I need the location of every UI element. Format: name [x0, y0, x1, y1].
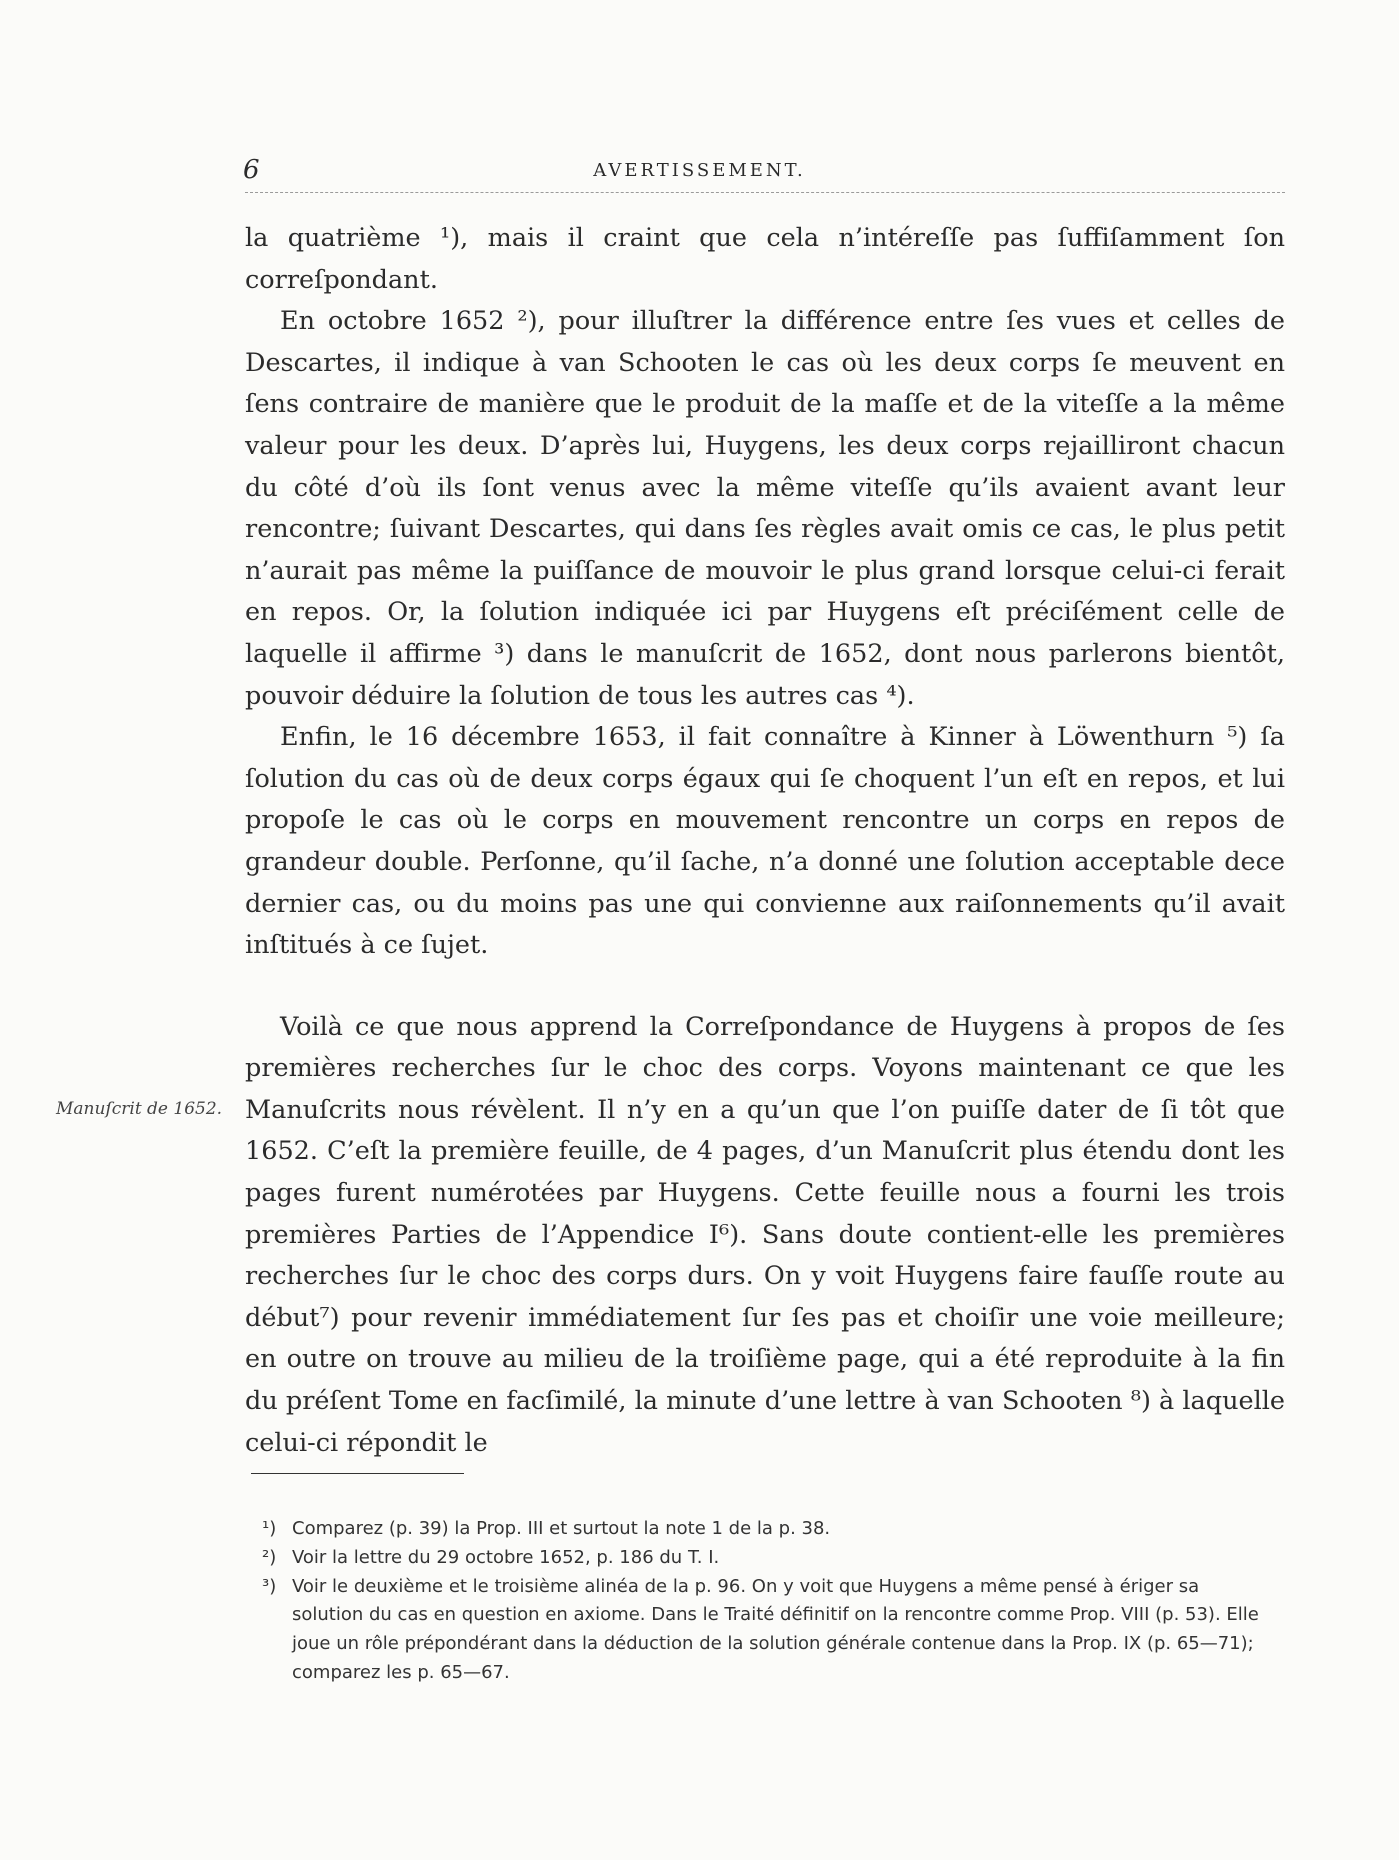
footnote-mark: ¹)	[262, 1518, 277, 1539]
paragraph-3: Enfin, le 16 décembre 1653, il fait connaître à Kinner à Löwenthurn ⁵) ſa ſolution du cas où de deux corps égaux qui ſe choquent l’un eſt en repos, et lui propoſe le cas où le corps en mouvement rencontre un corps en repos de grandeur double. Perſonne, qu’il ſache, n’a donné une ſolution acceptable dece dernier cas, ou du moins pas une qui convienne aux raiſonnements qu’il avait inſtitués à ce ſujet.	[245, 722, 1285, 961]
page-number: 6	[243, 155, 260, 185]
paragraph-1: la quatrième ¹), mais il craint que cela n’intéreſſe pas ſuffiſamment ſon correſpondant.	[245, 223, 1285, 295]
footnotes	[262, 1515, 1262, 1688]
footnote	[262, 1573, 1262, 1688]
footnote-text: Comparez (p. 39) la Prop. III et surtout la note 1 de la p. 38.	[292, 1518, 831, 1539]
body-text	[245, 218, 1285, 1464]
footnote-rule	[251, 1473, 464, 1474]
footnote	[262, 1515, 1262, 1544]
margin-note: Manuſcrit de 1652.	[56, 1099, 223, 1119]
header-rule	[245, 192, 1285, 193]
footnote-text: Voir le deuxième et le troisième alinéa de la p. 96. On y voit que Huygens a même pensé à ériger sa solution du cas en question en axiome. Dans le Traité définitif on la rencontre comme Prop. VIII (p. 53). Elle joue un rôle prépondérant dans la déduction de la solution générale contenue dans la Prop. IX (p. 65—71); comparez les p. 65—67.	[292, 1575, 1259, 1683]
footnote-mark: ²)	[262, 1546, 277, 1568]
paragraph-2: En octobre 1652 ²), pour illuſtrer la différence entre ſes vues et celles de Descartes, il indique à van Schooten le cas où les deux corps ſe meuvent en ſens contraire de manière que le produit de la maſſe et de la viteſſe a la même valeur pour les deux. D’après lui, Huygens, les deux corps rejailliront chacun du côté d’où ils ſont venus avec la même viteſſe qu’ils avaient avant leur rencontre; ſuivant Descartes, qui dans ſes règles avait omis ce cas, le plus petit n’aurait pas même la puiſſance de mouvoir le plus grand lorsque celui-ci ferait en repos. Or, la ſolution indiquée ici par Huygens eſt préciſément celle de laquelle il affirme ³) dans le manuſcrit de 1652, dont nous parlerons bientôt, pouvoir déduire la ſolution de tous les autres cas ⁴).	[245, 306, 1285, 711]
running-title: AVERTISSEMENT.	[593, 160, 806, 181]
footnote-mark: ³)	[262, 1575, 277, 1597]
paragraph-4: Voilà ce que nous apprend la Correſpondance de Huygens à propos de ſes premières recherches ſur le choc des corps. Voyons maintenant ce que les Manuſcrits nous révèlent. Il n’y en a qu’un que l’on puiſſe dater de ſi tôt que 1652. C’eſt la première feuille, de 4 pages, d’un Manuſcrit plus étendu dont les pages furent numérotées par Huygens. Cette feuille nous a fourni les trois premières Parties de l’Appendice I⁶). Sans doute contient-elle les premières recherches ſur le choc des corps durs. On y voit Huygens faire fauſſe route au début⁷) pour revenir immédiatement ſur ſes pas et choiſir une voie meilleure; en outre on trouve au milieu de la troiſième page, qui a été reproduite à la fin du préſent Tome en facſimilé, la minute d’une lettre à van Schooten ⁸) à laquelle celui-ci répondit le	[245, 1011, 1285, 1458]
footnote-text: Voir la lettre du 29 octobre 1652, p. 186 du T. I.	[292, 1546, 720, 1568]
footnote	[262, 1544, 1262, 1573]
